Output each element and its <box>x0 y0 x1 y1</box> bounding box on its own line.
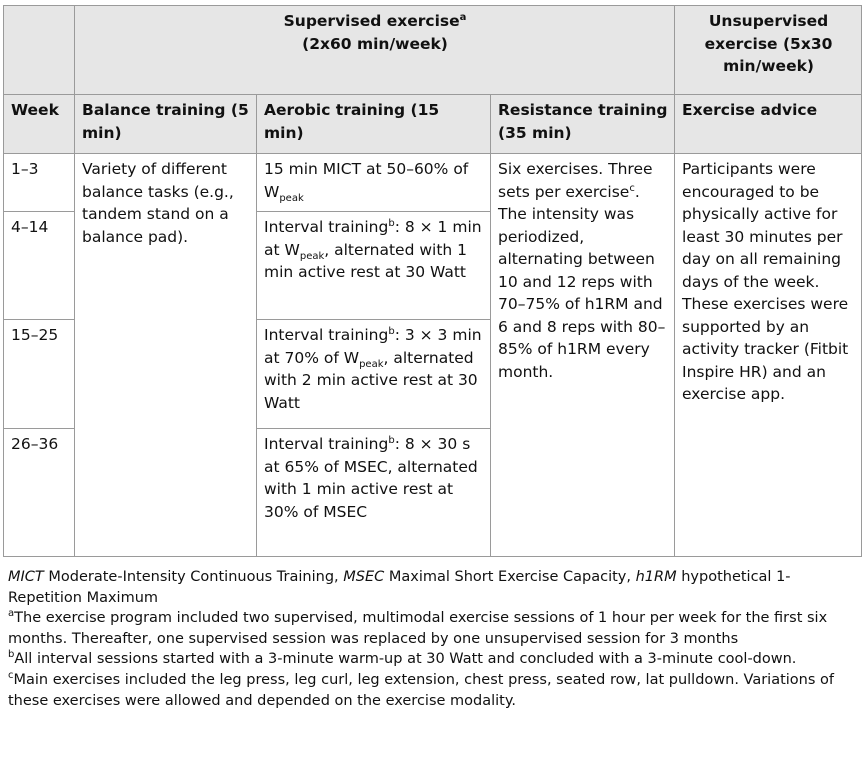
week-cell: 4–14 <box>4 212 75 320</box>
table-row <box>4 154 862 212</box>
supervised-title: Supervised exercise <box>283 12 460 30</box>
week-cell: 15–25 <box>4 320 75 429</box>
column-header-balance: Balance training (5 min) <box>75 95 257 154</box>
week-cell: 1–3 <box>4 154 75 212</box>
footnote-c: $^c$Main exercises included the leg press, leg curl, leg extension, chest press, seated row, lat pulldown. Variations of these exercises were allowed and depended on the exercise modality. <box>8 670 835 709</box>
header-row-groups <box>4 6 862 95</box>
column-header-resistance: Resistance training (35 min) <box>491 95 675 154</box>
resistance-training-cell: Six exercises. Three sets per exercise$^c$. The intensity was periodized, alternating between 10 and 12 reps with 70–75% of h1RM and 6 and 8 reps with 80–85% of h1RM every month. <box>491 154 675 557</box>
header-row-columns <box>4 95 862 154</box>
table-footnotes <box>8 567 860 711</box>
exercise-advice-cell: Participants were encouraged to be physically active for least 30 minutes per day on all remaining days of the week. These exercises were supported by an activity tracker (Fitbit Inspire HR) and an exercise app. <box>675 154 862 557</box>
balance-training-cell: Variety of different balance tasks (e.g., tandem stand on a balance pad). <box>75 154 257 557</box>
footnote-a-marker: a <box>459 11 467 23</box>
supervised-frequency: (2x60 min/week) <box>302 34 448 53</box>
column-header-advice: Exercise advice <box>675 95 862 154</box>
aerobic-cell: 15 min MICT at 50–60% of $W_{peak}$ <box>257 154 491 212</box>
supervised-exercise-header <box>75 6 675 95</box>
header-empty-cell <box>4 6 75 95</box>
footnote-a: $^a$The exercise program included two supervised, multimodal exercise sessions of 1 hour per week for the first six months. Thereafter, one supervised session was replaced by one unsupervised session for 3 months <box>8 608 828 647</box>
week-cell: 26–36 <box>4 429 75 557</box>
unsupervised-exercise-header: Unsupervised exercise (5x30 min/week) <box>675 6 862 95</box>
aerobic-cell: Interval training$^b$: 8 × 30 s at 65% of MSEC, alternated with 1 min active rest at 30% of MSEC <box>257 429 491 557</box>
column-header-week: Week <box>4 95 75 154</box>
exercise-program-table <box>3 5 862 557</box>
aerobic-cell: Interval training$^b$: 3 × 3 min at 70% of $W_{peak}$, alternated with 2 min active rest at 30 Watt <box>257 320 491 429</box>
column-header-aerobic: Aerobic training (15 min) <box>257 95 491 154</box>
aerobic-cell: Interval training$^b$: 8 × 1 min at $W_{peak}$, alternated with 1 min active rest at 30 Watt <box>257 212 491 320</box>
footnote-b: $^b$All interval sessions started with a 3-minute warm-up at 30 Watt and concluded with a 3-minute cool-down. <box>8 649 797 668</box>
abbreviations-note: MICT Moderate-Intensity Continuous Training, MSEC Maximal Short Exercise Capacity, h1RM hypothetical 1- Repetition Maximum <box>8 569 791 606</box>
